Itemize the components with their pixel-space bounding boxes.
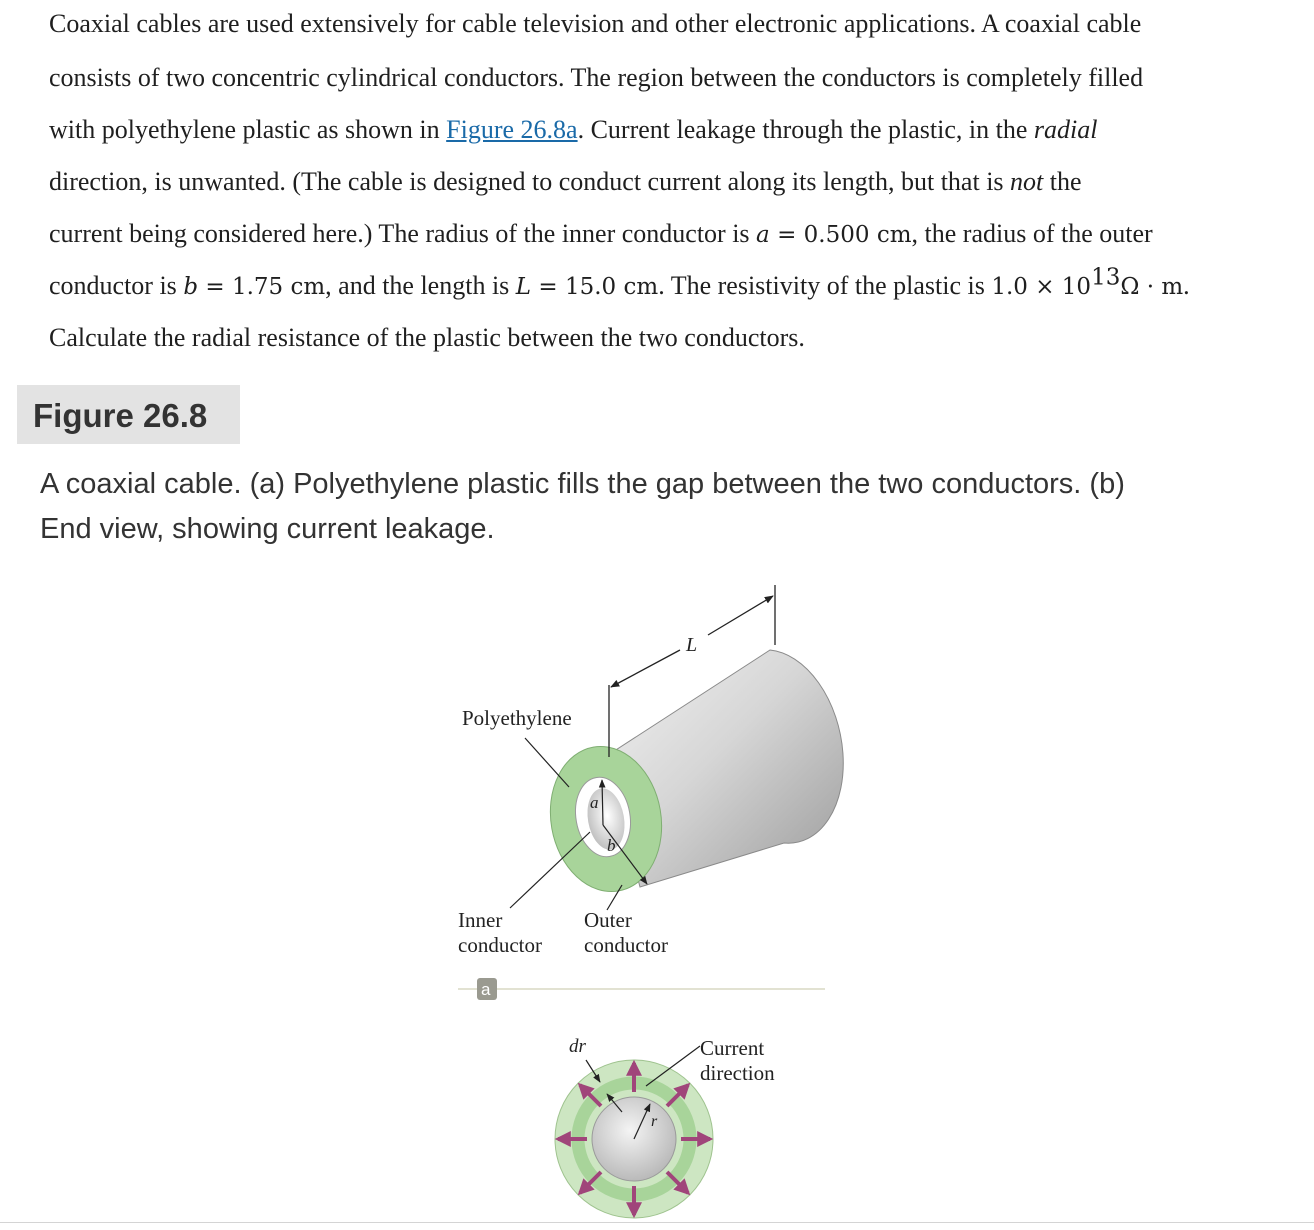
caption-line-1: A coaxial cable. (a) Polyethylene plastic fills the gap between the two conductors. (b) (40, 468, 1125, 500)
var-L: L (515, 274, 532, 300)
label-outer-2: conductor (584, 933, 668, 957)
value-L: = 15.0 cm (531, 274, 659, 300)
emphasis-not: not (1010, 167, 1044, 196)
problem-line-7: Calculate the radial resistance of the plastic between the two conductors. (49, 323, 805, 352)
var-b: b (183, 274, 199, 300)
text-segment: conductor is (49, 271, 184, 300)
text-segment: , the radius of the outer (911, 219, 1153, 248)
emphasis-radial: radial (1033, 115, 1098, 144)
problem-line-2: consists of two concentric cylindrical conductors. The region between the conductors is completely filled (49, 63, 1144, 92)
text-segment: . The resistivity of the plastic is (658, 271, 992, 300)
label-L: L (686, 634, 698, 656)
exponent: 13 (1091, 264, 1121, 291)
text-segment: current being considered here.) The radius of the inner conductor is (49, 219, 757, 248)
value-a: = 0.500 cm (769, 222, 912, 248)
label-polyethylene: Polyethylene (462, 706, 572, 730)
unit-ohm-m: Ω · m (1120, 274, 1184, 300)
text-segment: , and the length is (325, 271, 516, 300)
polyethylene-leader (525, 738, 569, 787)
var-a: a (756, 222, 770, 248)
text-segment: the (1043, 167, 1082, 196)
text-segment: with polyethylene plastic as shown in (49, 115, 447, 144)
label-inner-2: conductor (458, 933, 542, 957)
panel-a-label: a (481, 980, 491, 999)
label-b: b (607, 836, 616, 855)
label-outer-1: Outer (584, 908, 632, 932)
problem-line-1: Coaxial cables are used extensively for cable television and other electronic applications. A coaxial cable (49, 9, 1142, 38)
label-inner-1: Inner (458, 908, 503, 932)
value-b: = 1.75 cm (198, 274, 326, 300)
cable-panel-a (458, 585, 843, 1000)
label-r: r (651, 1113, 658, 1130)
bottom-divider (0, 1222, 1314, 1223)
caption-line-2: End view, showing current leakage. (40, 513, 495, 545)
figure-heading: Figure 26.8 (17, 385, 240, 444)
figure-26-8a-link[interactable]: Figure 26.8a (446, 115, 578, 144)
text-segment: . Current leakage through the plastic, in the (577, 115, 1034, 144)
label-a: a (590, 793, 599, 812)
label-dr: dr (569, 1036, 586, 1057)
label-current-2: direction (700, 1061, 775, 1085)
end-view-panel-b (555, 1036, 775, 1218)
dimension-L-arrow-2 (708, 596, 773, 635)
text-segment: . (1183, 271, 1190, 300)
dimension-L-arrow-1 (611, 650, 680, 687)
text-segment: direction, is unwanted. (The cable is designed to conduct current along its length, but that is (49, 167, 1011, 196)
value-resistivity: 1.0 × 10 (991, 274, 1092, 300)
label-current-1: Current (700, 1036, 765, 1060)
